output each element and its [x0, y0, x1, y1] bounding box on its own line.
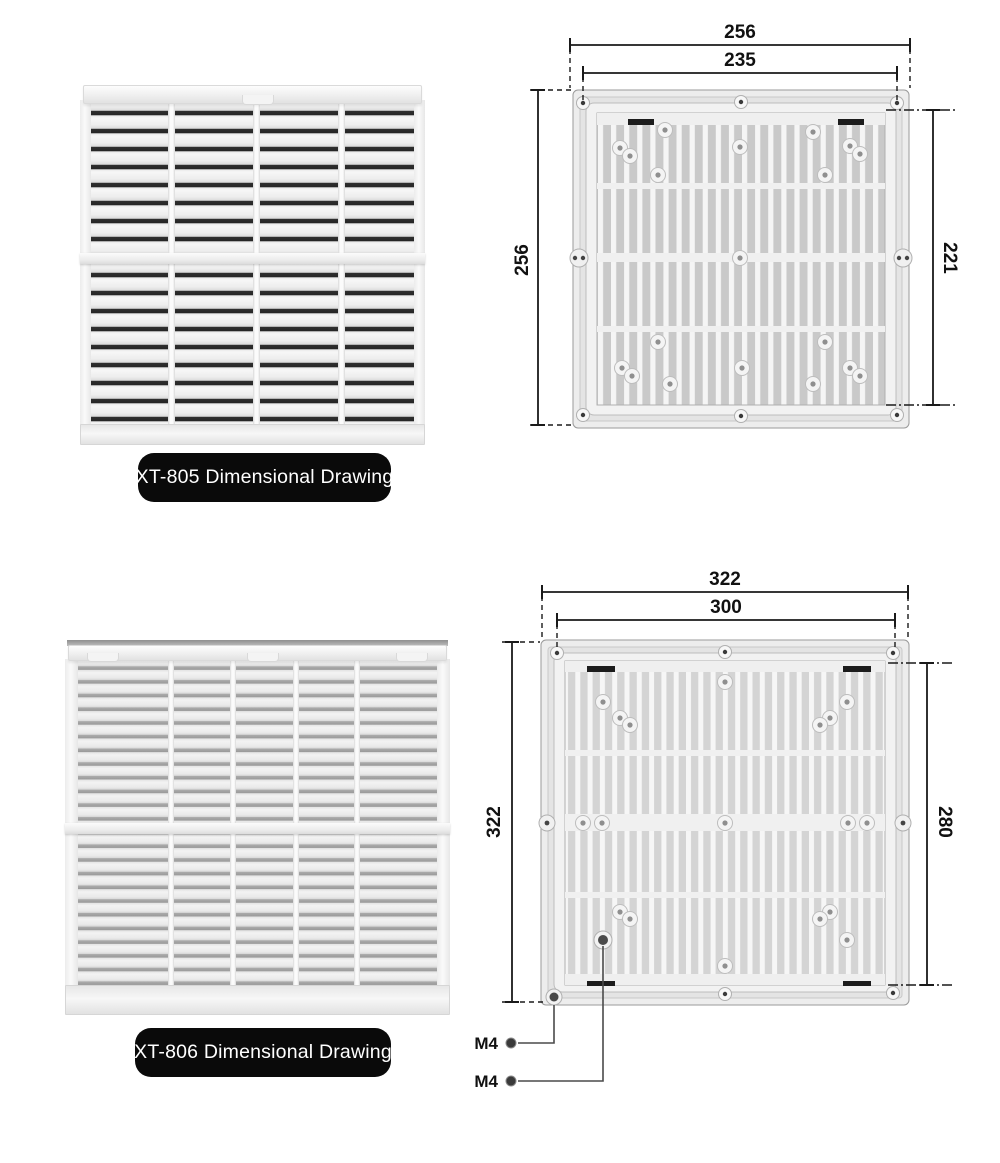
dim-value: 235: [724, 50, 756, 71]
mid-edge-mount-left: [539, 815, 555, 831]
m4-corner-hole: [546, 989, 562, 1005]
grille-divider: [565, 750, 885, 756]
xt805-caption-text: XT-805 Dimensional Drawing: [135, 466, 394, 488]
xt806-cap-notch: [396, 653, 428, 662]
callout-dot-icon: [506, 1038, 516, 1048]
xt805-product-photo: [80, 85, 425, 445]
m4-callout-corner: [474, 1005, 554, 1053]
dim-value: 256: [512, 244, 533, 276]
mid-edge-mount-right: [894, 249, 912, 267]
clip-slot-icon: [838, 119, 864, 125]
clip-slot-icon: [587, 666, 615, 672]
xt806-cap-notch: [247, 653, 279, 662]
grille-divider: [597, 326, 885, 332]
mid-edge-mount-right: [895, 815, 911, 831]
xt806-caption-text: XT-806 Dimensional Drawing: [134, 1041, 392, 1063]
xt806-dimensional-drawing: [440, 560, 1000, 1120]
dim-value: 256: [724, 22, 756, 43]
grille-divider: [565, 892, 885, 898]
xt805-cap-notch: [242, 95, 274, 105]
clip-slot-icon: [587, 981, 615, 986]
dimension-left-outer: [484, 642, 546, 1002]
xt806-mid-seam: [65, 823, 450, 834]
clip-slot-icon: [843, 666, 871, 672]
clip-slot-icon: [843, 981, 871, 986]
xt805-caption: [135, 453, 394, 502]
clip-slot-icon: [628, 119, 654, 125]
xt805-mid-seam: [80, 253, 425, 264]
dim-value: 221: [939, 242, 960, 274]
dim-value: 280: [934, 806, 955, 838]
m4-label: M4: [474, 1072, 498, 1091]
dim-value: 322: [709, 569, 741, 590]
xt806-caption: [135, 1028, 391, 1077]
xt805-bottom-base: [80, 424, 425, 445]
xt806-product-photo: [65, 640, 450, 1015]
mid-edge-mount-left: [570, 249, 588, 267]
xt806-top-cap: [68, 645, 447, 661]
xt806-bottom-base: [65, 985, 450, 1015]
xt806-cap-notch: [87, 653, 119, 662]
callout-dot-icon: [506, 1076, 516, 1086]
xt805-top-cap: [83, 85, 422, 104]
dim-value: 300: [710, 597, 742, 618]
xt805-dimensional-drawing: [480, 18, 1000, 450]
grille-divider: [597, 183, 885, 189]
dimension-left-outer: [512, 90, 572, 425]
dim-value: 322: [484, 806, 505, 838]
m4-label: M4: [474, 1034, 498, 1053]
